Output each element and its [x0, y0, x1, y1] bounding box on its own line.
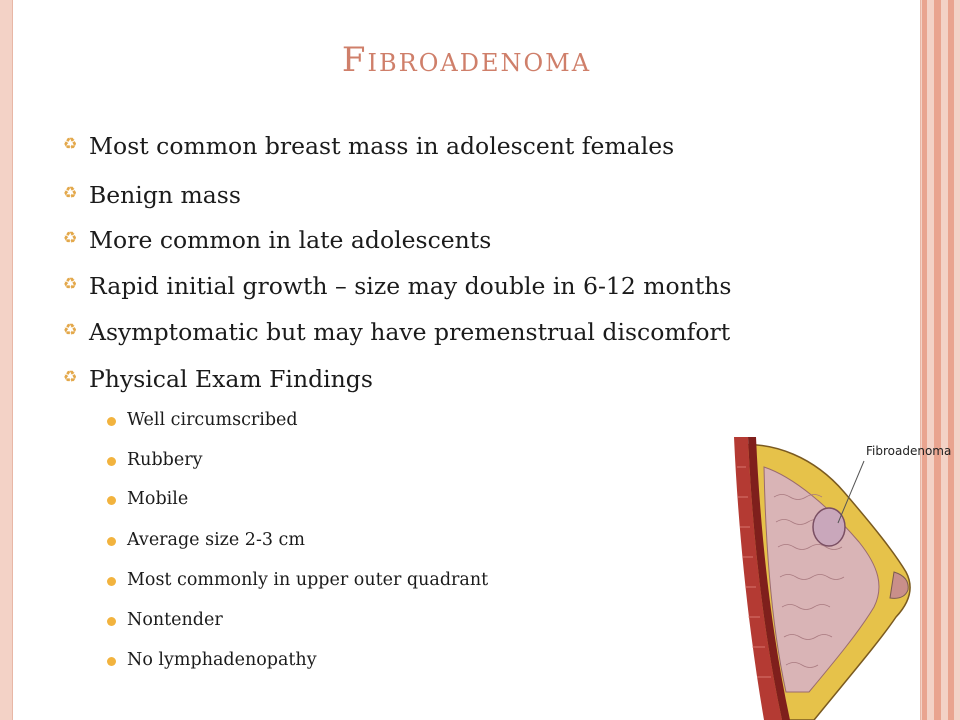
sub-bullet-item — [127, 410, 298, 430]
bullet-item — [63, 226, 492, 254]
bullet-item — [63, 132, 675, 160]
sub-bullet-text: Nontender — [127, 610, 223, 630]
bullet-text: Benign mass — [89, 181, 241, 209]
recycle-icon: ♻ — [63, 274, 78, 293]
illustration-label: Fibroadenoma — [866, 444, 952, 458]
recycle-icon: ♻ — [63, 228, 78, 247]
sub-bullet-item — [127, 610, 223, 630]
dot-icon — [107, 457, 116, 466]
bullet-text: Most common breast mass in adolescent females — [89, 132, 675, 160]
recycle-icon: ♻ — [63, 367, 78, 386]
sub-bullet-text: Well circumscribed — [127, 410, 298, 430]
bullet-text: Physical Exam Findings — [89, 365, 373, 393]
recycle-icon: ♻ — [63, 134, 78, 153]
border-stripe — [948, 0, 954, 720]
bullet-item — [63, 181, 241, 209]
dot-icon — [107, 617, 116, 626]
sub-bullet-item — [127, 570, 488, 590]
bullet-text: More common in late adolescents — [89, 226, 492, 254]
sub-bullet-text: No lymphadenopathy — [127, 650, 317, 670]
border-stripe — [934, 0, 941, 720]
dot-icon — [107, 537, 116, 546]
recycle-icon: ♻ — [63, 183, 78, 202]
bullet-text: Asymptomatic but may have premenstrual discomfort — [89, 318, 731, 346]
bullet-item — [63, 365, 373, 393]
sub-bullet-item — [127, 489, 188, 509]
dot-icon — [107, 657, 116, 666]
slide-title: Fibroadenoma — [341, 40, 592, 80]
sub-bullet-item — [127, 450, 202, 470]
sub-bullet-text: Mobile — [127, 489, 189, 509]
recycle-icon: ♻ — [63, 320, 78, 339]
sub-bullet-text: Average size 2-3 cm — [127, 530, 305, 550]
dot-icon — [107, 496, 116, 505]
dot-icon — [107, 577, 116, 586]
bullet-item — [63, 318, 731, 346]
sub-bullet-text: Rubbery — [127, 450, 203, 470]
breast-anatomy-illustration — [734, 437, 952, 720]
border-stripe — [922, 0, 927, 720]
sub-bullet-text: Most commonly in upper outer quadrant — [127, 570, 489, 590]
bullet-text: Rapid initial growth – size may double in 6-12 months — [89, 272, 732, 300]
sub-bullet-item — [127, 650, 317, 670]
sub-bullet-item — [127, 530, 305, 550]
bullet-item — [63, 272, 732, 300]
dot-icon — [107, 417, 116, 426]
